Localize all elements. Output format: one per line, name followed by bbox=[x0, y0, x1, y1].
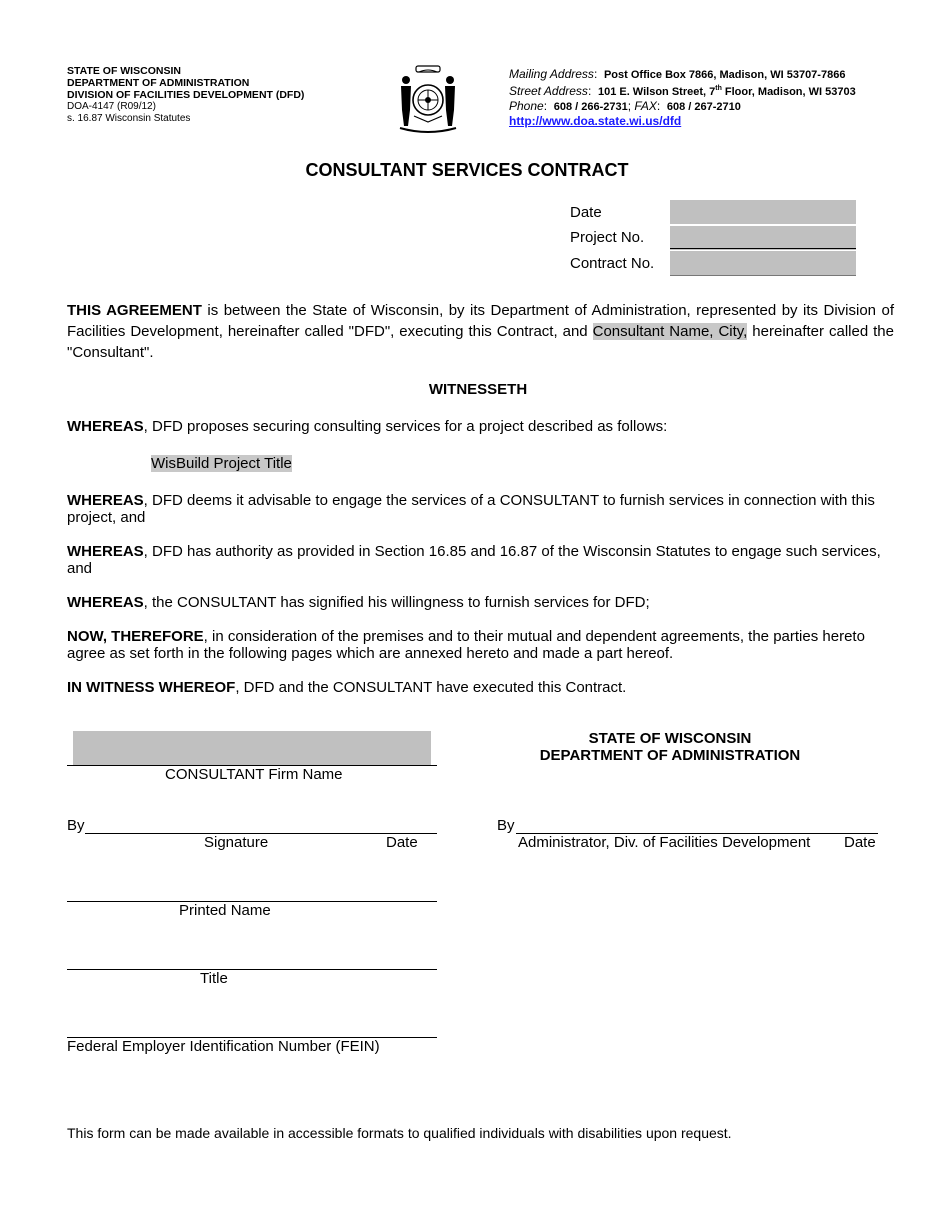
witnesseth-heading: WITNESSETH bbox=[428, 381, 528, 398]
project-number-field[interactable] bbox=[670, 226, 856, 250]
agreement-paragraph: THIS AGREEMENT is between the State of Wisconsin, by its Department of Administration, represented by its Division of Facilities Development, hereinafter called "DFD", executing this Contract, and Consultant Name, City, hereinafter called the "Consultant". bbox=[67, 302, 894, 361]
admin-date-label: Date bbox=[844, 834, 876, 851]
printed-name-label: Printed Name bbox=[179, 902, 271, 919]
date-field[interactable] bbox=[670, 200, 856, 224]
page-title: CONSULTANT SERVICES CONTRACT bbox=[305, 160, 629, 180]
phone-fax: Phone: 608 / 266-2731; FAX: 608 / 267-2710 bbox=[509, 99, 741, 113]
whereas-paragraph-3: WHEREAS, DFD has authority as provided in Section 16.85 and 16.87 of the Wisconsin Statutes to engage such services, and bbox=[67, 543, 881, 577]
project-title-field[interactable]: WisBuild Project Title bbox=[151, 455, 292, 472]
date-label: Date bbox=[570, 204, 602, 221]
whereas-paragraph-1: WHEREAS, DFD proposes securing consulting services for a project described as follows: bbox=[67, 418, 668, 435]
signature-label: Signature bbox=[204, 834, 269, 851]
department-line: DEPARTMENT OF ADMINISTRATION bbox=[539, 747, 801, 764]
admin-title-label: Administrator, Div. of Facilities Development bbox=[518, 834, 811, 851]
whereas-paragraph-2: WHEREAS, DFD deems it advisable to engage the services of a CONSULTANT to furnish services in connection with this project, and bbox=[67, 492, 875, 526]
project-number-underline bbox=[670, 248, 856, 249]
agency-block bbox=[67, 65, 304, 125]
street-address: Street Address: 101 E. Wilson Street, 7th Floor, Madison, WI 53703 bbox=[509, 84, 856, 98]
contract-number-underline bbox=[670, 275, 856, 276]
title-line[interactable] bbox=[67, 969, 437, 970]
mailing-address: Mailing Address: Post Office Box 7866, Madison, WI 53707-7866 bbox=[509, 67, 846, 81]
statute-reference: s. 16.87 Wisconsin Statutes bbox=[67, 113, 191, 124]
accessibility-notice: This form can be made available in accessible formats to qualified individuals with disabilities upon request. bbox=[67, 1125, 732, 1141]
agency-line-division: DIVISION OF FACILITIES DEVELOPMENT (DFD) bbox=[67, 89, 305, 101]
fein-label: Federal Employer Identification Number (FEIN) bbox=[67, 1038, 380, 1055]
now-therefore-paragraph: NOW, THEREFORE, in consideration of the premises and to their mutual and dependent agreements, the parties hereto agree as set forth in the following pages which are annexed hereto and made a part hereof. bbox=[67, 628, 865, 662]
dfd-website-link[interactable]: http://www.doa.state.wi.us/dfd bbox=[509, 114, 682, 128]
consultant-name-field[interactable]: Consultant Name, City, bbox=[592, 323, 748, 340]
contact-block bbox=[509, 67, 856, 128]
agency-line-state: STATE OF WISCONSIN bbox=[67, 65, 181, 77]
state-block bbox=[490, 730, 850, 764]
contract-number-field[interactable] bbox=[670, 251, 856, 275]
agency-line-department: DEPARTMENT OF ADMINISTRATION bbox=[67, 77, 250, 89]
state-line: STATE OF WISCONSIN bbox=[588, 730, 752, 747]
consultant-by-label: By bbox=[67, 817, 85, 834]
title-label: Title bbox=[200, 970, 228, 987]
wisconsin-seal-icon bbox=[392, 64, 464, 136]
project-number-label: Project No. bbox=[570, 229, 645, 246]
whereas-paragraph-4: WHEREAS, the CONSULTANT has signified his willingness to furnish services for DFD; bbox=[67, 594, 650, 611]
admin-by-label: By bbox=[497, 817, 515, 834]
consultant-firm-name-field[interactable] bbox=[73, 731, 431, 765]
contract-number-label: Contract No. bbox=[570, 255, 655, 272]
in-witness-paragraph: IN WITNESS WHEREOF, DFD and the CONSULTANT have executed this Contract. bbox=[67, 679, 627, 696]
form-number: DOA-4147 (R09/12) bbox=[67, 101, 156, 112]
firm-name-label: CONSULTANT Firm Name bbox=[165, 766, 343, 783]
signature-date-label: Date bbox=[386, 834, 418, 851]
